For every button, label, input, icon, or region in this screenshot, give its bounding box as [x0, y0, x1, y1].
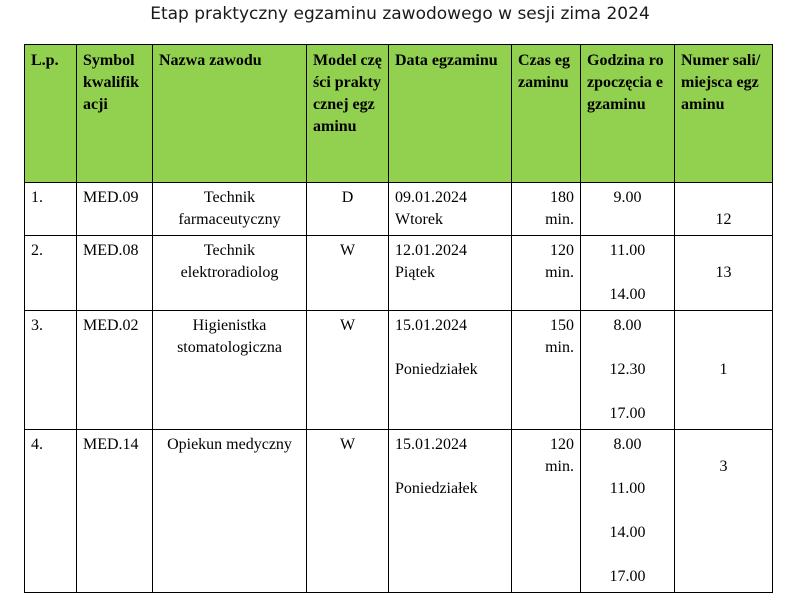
room-number: 13: [715, 264, 732, 281]
header-nazwa: Nazwa zawodu: [153, 45, 307, 183]
header-data: Data egzaminu: [389, 45, 512, 183]
cell-symbol: MED.02: [77, 311, 153, 430]
page-title: Etap praktyczny egzaminu zawodowego w sesji zima 2024: [150, 4, 650, 24]
cell-symbol: MED.08: [77, 236, 153, 311]
room-number: 1: [719, 361, 728, 378]
cell-czas: 120 min.: [512, 430, 581, 593]
exam-day: Wtorek: [395, 211, 443, 228]
header-lp: L.p.: [25, 45, 77, 183]
cell-model: W: [307, 430, 389, 593]
start-time: 8.00: [613, 317, 642, 334]
header-numer: Numer sali/ miejsca egzaminu: [675, 45, 773, 183]
cell-czas: 120 min.: [512, 236, 581, 311]
cell-numer: [675, 311, 773, 430]
cell-godzina: [581, 311, 675, 430]
header-godzina: Godzina rozpoczęcia egzaminu: [581, 45, 675, 183]
table-row: [25, 183, 773, 236]
start-time: 9.00: [613, 189, 642, 206]
exam-day: Poniedziałek: [395, 480, 478, 497]
start-time: 12.30: [609, 361, 646, 378]
header-model: Model części praktycznej egzaminu: [307, 45, 389, 183]
table-row: [25, 311, 773, 430]
exam-date: 09.01.2024: [395, 189, 467, 206]
header-czas: Czas egzaminu: [512, 45, 581, 183]
exam-date: 15.01.2024: [395, 436, 467, 453]
cell-lp: 4.: [25, 430, 77, 593]
cell-godzina: [581, 236, 675, 311]
cell-model: D: [307, 183, 389, 236]
cell-numer: [675, 430, 773, 593]
exam-day: Poniedziałek: [395, 361, 478, 378]
cell-data: [389, 236, 512, 311]
table-row: [25, 430, 773, 593]
cell-numer: [675, 183, 773, 236]
cell-lp: 3.: [25, 311, 77, 430]
exam-schedule-table: [24, 44, 773, 593]
exam-date: 12.01.2024: [395, 242, 467, 259]
cell-czas: 150 min.: [512, 311, 581, 430]
header-row: [25, 45, 773, 183]
room-number: 3: [719, 458, 728, 475]
cell-czas: 180 min.: [512, 183, 581, 236]
cell-nazwa: Technik elektroradiolog: [153, 236, 307, 311]
cell-godzina: [581, 430, 675, 593]
cell-symbol: MED.09: [77, 183, 153, 236]
cell-nazwa: Opiekun medyczny: [153, 430, 307, 593]
cell-lp: 2.: [25, 236, 77, 311]
cell-nazwa: Higienistka stomatologiczna: [153, 311, 307, 430]
start-time: 14.00: [609, 286, 646, 303]
header-symbol: Symbol kwalifikacji: [77, 45, 153, 183]
cell-symbol: MED.14: [77, 430, 153, 593]
start-time: 11.00: [609, 242, 646, 259]
cell-data: [389, 311, 512, 430]
cell-data: [389, 430, 512, 593]
start-time: 17.00: [609, 568, 646, 585]
start-time: 8.00: [613, 436, 642, 453]
cell-godzina: [581, 183, 675, 236]
cell-nazwa: Technik farmaceutyczny: [153, 183, 307, 236]
start-time: 14.00: [609, 524, 646, 541]
room-number: 12: [715, 211, 732, 228]
start-time: 17.00: [609, 405, 646, 422]
cell-data: [389, 183, 512, 236]
start-time: 11.00: [609, 480, 646, 497]
table-row: [25, 236, 773, 311]
cell-numer: [675, 236, 773, 311]
cell-model: W: [307, 236, 389, 311]
cell-lp: 1.: [25, 183, 77, 236]
exam-date: 15.01.2024: [395, 317, 467, 334]
cell-model: W: [307, 311, 389, 430]
exam-day: Piątek: [395, 264, 435, 281]
